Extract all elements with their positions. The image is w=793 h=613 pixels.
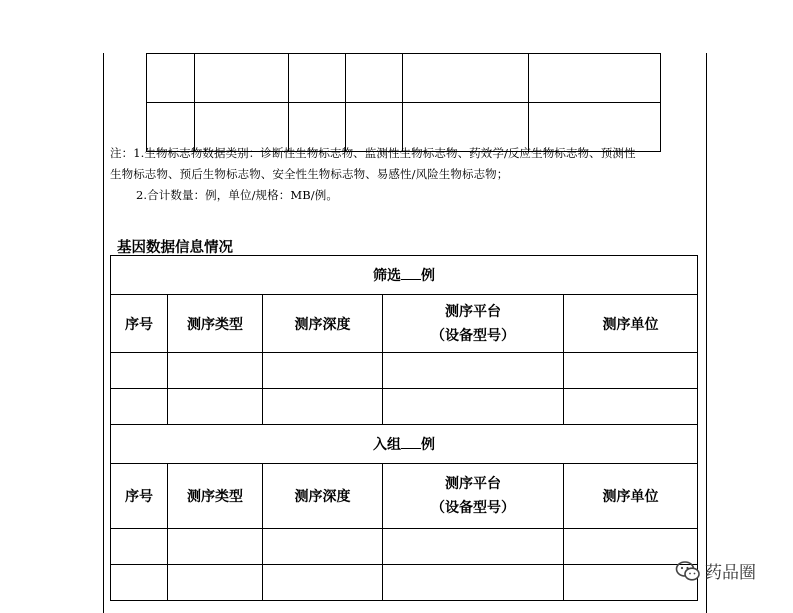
watermark	[675, 558, 756, 583]
enrollment-header-row	[111, 425, 698, 464]
table-cell	[168, 353, 263, 389]
screening-count-blank	[401, 265, 421, 280]
screening-header	[111, 256, 698, 295]
table-cell	[383, 353, 564, 389]
table-cell	[529, 103, 661, 152]
table-cell	[383, 389, 564, 425]
table-cell	[195, 54, 289, 103]
table-cell	[147, 54, 195, 103]
table-row	[111, 353, 698, 389]
table-cell	[111, 353, 168, 389]
col-platform-line1: 测序平台	[445, 303, 501, 320]
watermark-text: 药品圈	[705, 563, 756, 583]
table-cell	[168, 565, 263, 601]
top-table	[146, 53, 661, 152]
table-cell	[289, 103, 346, 152]
gene-data-table	[110, 255, 698, 601]
col-platform	[383, 295, 564, 353]
enrollment-count-blank	[401, 434, 421, 449]
table-cell	[111, 389, 168, 425]
table-cell	[289, 54, 346, 103]
wechat-icon	[675, 560, 701, 582]
table-cell	[383, 565, 564, 601]
col-platform-line2: （设备型号）	[431, 327, 515, 344]
table-row	[111, 389, 698, 425]
table-cell	[383, 529, 564, 565]
col-unit: 测序单位	[564, 295, 698, 353]
col-platform	[383, 464, 564, 529]
col-depth: 测序深度	[263, 464, 383, 529]
table-cell	[346, 103, 403, 152]
col-type: 测序类型	[168, 295, 263, 353]
table-cell	[403, 54, 529, 103]
screening-header-row	[111, 256, 698, 295]
enrollment-suffix: 例	[421, 437, 436, 453]
table-cell	[564, 353, 698, 389]
table-cell	[564, 389, 698, 425]
column-header-row	[111, 295, 698, 353]
table-cell	[263, 529, 383, 565]
column-header-row	[111, 464, 698, 529]
table-cell	[403, 103, 529, 152]
col-platform-line2: （设备型号）	[431, 500, 515, 516]
table-cell	[263, 565, 383, 601]
table-row	[111, 565, 698, 601]
col-seq: 序号	[111, 295, 168, 353]
table-cell	[111, 529, 168, 565]
col-type: 测序类型	[168, 464, 263, 529]
col-depth: 测序深度	[263, 295, 383, 353]
screening-suffix: 例	[421, 268, 436, 284]
col-platform-line1: 测序平台	[445, 476, 501, 492]
enrollment-prefix: 入组	[373, 437, 402, 453]
note-line-3: 2.合计数量：例，单位/规格：MB/例。	[136, 188, 338, 202]
table-row	[147, 103, 661, 152]
table-row	[111, 529, 698, 565]
table-cell	[147, 103, 195, 152]
table-cell	[263, 389, 383, 425]
table-cell	[168, 529, 263, 565]
note-line-1: 注：1.生物标志物数据类别：诊断性生物标志物、监测性生物标志物、药效学/反应生物标志物、预测性	[110, 146, 636, 160]
enrollment-header	[111, 425, 698, 464]
col-seq: 序号	[111, 464, 168, 529]
col-unit: 测序单位	[564, 464, 698, 529]
table-row	[147, 54, 661, 103]
table-cell	[168, 389, 263, 425]
note-line-2: 生物标志物、预后生物标志物、安全性生物标志物、易感性/风险生物标志物；	[110, 167, 509, 181]
table-cell	[529, 54, 661, 103]
table-cell	[111, 565, 168, 601]
screening-prefix: 筛选	[373, 268, 402, 284]
table-cell	[346, 54, 403, 103]
table-cell	[263, 353, 383, 389]
section-title: 基因数据信息情况	[117, 240, 233, 256]
table-cell	[195, 103, 289, 152]
